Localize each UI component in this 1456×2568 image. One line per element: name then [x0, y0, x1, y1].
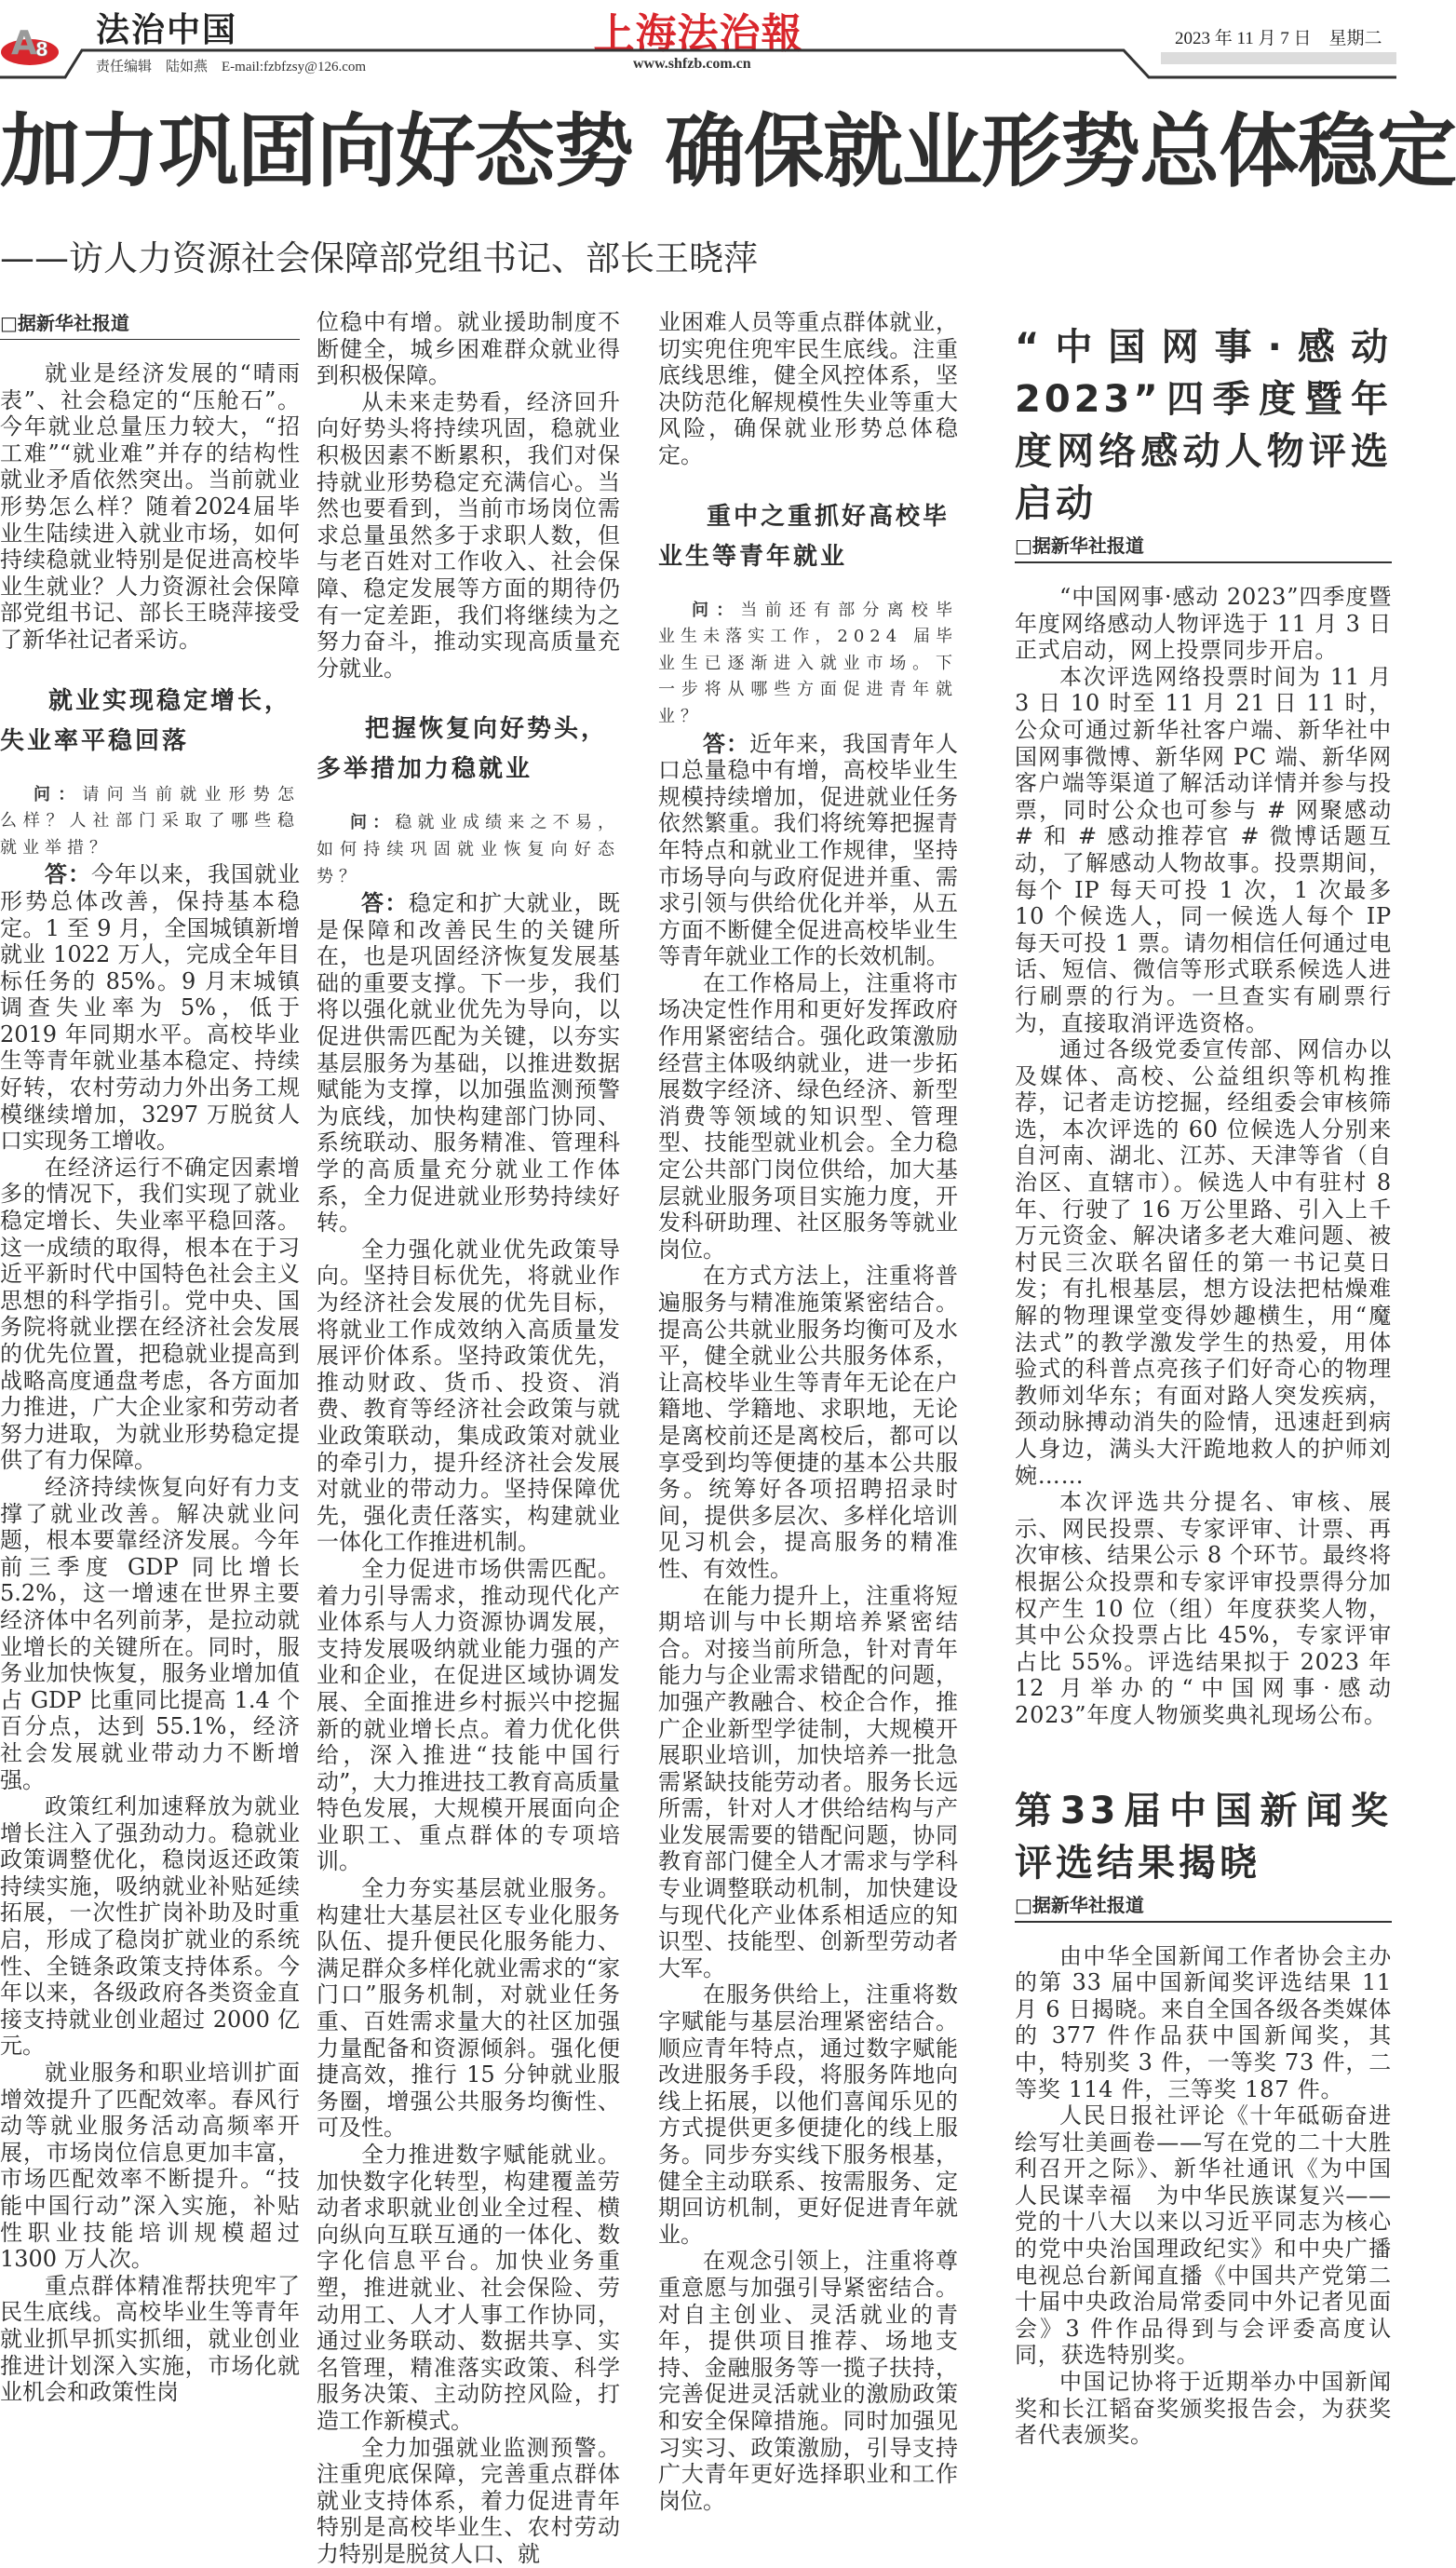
- paragraph: 位稳中有增。就业援助制度不断健全，城乡困难群众就业得到积极保障。: [317, 309, 620, 389]
- svg-text:8: 8: [35, 38, 48, 61]
- answer-label: 答：: [45, 860, 91, 888]
- paragraph: 全力推进数字赋能就业。加快数字化转型，构建覆盖劳动者求职就业创业全过程、横向纵向互联互通的一体化、数字化信息平台。加快业务重塑，推进就业、社会保险、劳动用工、人才人事工作协同，通过业务联动、数据共享、实名管理，精准落实政策、科学服务决策、主动防控风险，打造工作新模式。: [317, 2142, 620, 2434]
- paragraph: “中国网事·感动 2023”四季度暨年度网络感动人物评选于 11 月 3 日正式启动，网上投票同步开启。: [1015, 584, 1392, 664]
- paragraph: 在服务供给上，注重将数字赋能与基层治理紧密结合。顺应青年特点，通过数字赋能改进服务手段，将服务阵地向线上拓展，以他们喜闻乐见的方式提供更多便捷化的线上服务。同步夯实线下服务根基，健全主动联系、按需服务、定期回访机制，更好促进青年就业。: [658, 1981, 958, 2248]
- article-title: 第33届中国新闻奖评选结果揭晓: [1015, 1789, 1392, 1885]
- paragraph: 本次评选网络投票时间为 11 月 3 日 10 时至 11 月 21 日 11 时，公众可通过新华社客户端、新华社中国网事微博、新华网 PC 端、新华网客户端等渠道了解活动详情并参与投票，同时公众也可参与 # 网聚感动 # 和 # 感动推荐官 # 微博话题互动，了解感动人物故事。投票期间，每个 IP 每天可投 1 次，1 次最多 10 个候选人，同一候选人每个 IP 每天可投 1 票。请勿相信任何通过电话、短信、微信等形式联系候选人进行刷票的行为。一旦查实有刷票行为，直接取消评选资格。: [1015, 663, 1392, 1036]
- issue-date: 2023 年 11 月 7 日 星期二: [1175, 29, 1382, 48]
- main-headline: [0, 101, 1456, 203]
- paragraph: 全力夯实基层就业服务。构建壮大基层社区专业化服务队伍、提升便民化服务能力、满足群众多样化就业需求的“家门口”服务机制，对就业任务重、百姓需求量大的社区加强力量配备和资源倾斜。强化便捷高效，推行 15 分钟就业服务圈，增强公共服务均衡性、可及性。: [317, 1875, 620, 2142]
- paragraph: 在方式方法上，注重将普遍服务与精准施策紧密结合。提高公共就业服务均衡可及水平，健全就业公共服务体系，让高校毕业生等青年无论在户籍地、学籍地、求职地，无论是离校前还是离校后，都可以享受到均等便捷的基本公共服务。统筹好各项招聘招录时间，提供多层次、多样化培训见习机会，提高服务的精准性、有效性。: [658, 1263, 958, 1582]
- article-column-2: [317, 309, 620, 2568]
- paragraph: 从未来走势看，经济回升向好势头将持续巩固，稳就业积极因素不断累积，我们对保持就业形势稳定充满信心。当然也要看到，当前市场岗位需求总量虽然多于求职人数，但与老百姓对工作收入、社会保障、稳定发展等方面的期待仍有一定差距，我们将继续为之努力奋斗，推动实现高质量充分就业。: [317, 388, 620, 682]
- paragraph: 在经济运行不确定因素增多的情况下，我们实现了就业稳定增长、失业率平稳回落。这一成绩的取得，根本在于习近平新时代中国特色社会主义思想的科学指引。党中央、国务院将就业摆在经济社会发展的优先位置，把稳就业提高到战略高度通盘考虑，各方面加力推进，广大企业家和劳动者努力进取，为就业形势稳定提供了有力保障。: [0, 1154, 300, 1474]
- paragraph: 全力加强就业监测预警。注重兜底保障，完善重点群体就业支持体系，着力促进青年特别是高校毕业生、农村劳动力特别是脱贫人口、就: [317, 2434, 620, 2567]
- paragraph-text: 稳就业成绩来之不易，如何持续巩固就业恢复向好态势？: [317, 813, 621, 886]
- paragraph-text: 今年以来，我国就业形势总体改善，保持基本稳定。1 至 9 月，全国城镇新增就业 1022 万人，完成全年目标任务的 85%。9 月末城镇调查失业率为 5%，低于 2019 年同期水平。高校毕业生等青年就业基本稳定、持续好转，农村劳动力外出务工规模继续增加，3297 万脱贫人口实现务工增收。: [0, 861, 300, 1155]
- paragraph: 经济持续恢复向好有力支撑了就业改善。解决就业问题，根本要靠经济发展。今年前三季度 GDP 同比增长 5.2%，这一增速在世界主要经济体中名列前茅，是拉动就业增长的关键所在。同时，服务业加快恢复，服务业增加值占 GDP 比重同比提高 1.4 个百分点，达到 55.1%，经济社会发展就业带动力不断增强。: [0, 1473, 300, 1793]
- headline-part-1: 加力巩固向好态势: [0, 105, 633, 198]
- paragraph: 就业是经济发展的“晴雨表”、社会稳定的“压舱石”。今年就业总量压力较大，“招工难”“就业难”并存的结构性就业矛盾依然突出。当前就业形势怎么样？随着2024届毕业生陆续进入就业市场，如何持续稳就业特别是促进高校毕业生就业？人力资源社会保障部党组书记、部长王晓萍接受了新华社记者采访。: [0, 360, 300, 653]
- byline: □据新华社报道: [1015, 1891, 1392, 1923]
- paragraph: 在能力提升上，注重将短期培训与中长期培养紧密结合。对接当前所急，针对青年能力与企业需求错配的问题，加强产教融合、校企合作，推广企业新型学徒制，大规模开展职业培训，加快培养一批急需紧缺技能劳动者。服务长远所需，针对人才供给结构与产业发展需要的错配问题，协同教育部门健全人才需求与学科专业调整联动机制，加快建设与现代化产业体系相适应的知识型、技能型、创新型劳动者大军。: [658, 1582, 958, 1981]
- paragraph: 全力促进市场供需匹配。着力引导需求，推动现代化产业体系与人力资源协调发展，支持发展吸纳就业能力强的产业和企业，在促进区域协调发展、全面推进乡村振兴中挖掘新的就业增长点。着力优化供给，深入推进“技能中国行动”，大力推进技工教育高质量特色发展，大规模开展面向企业职工、重点群体的专项培训。: [317, 1555, 620, 1875]
- paragraph: 就业服务和职业培训扩面增效提升了匹配效率。春风行动等就业服务活动高频率开展，市场岗位信息更加丰富，市场匹配效率不断提升。“技能中国行动”深入实施，补贴性职业技能培训规模超过 1300 万人次。: [0, 2060, 300, 2273]
- paragraph: 在观念引领上，注重将尊重意愿与加强引导紧密结合。对自主创业、灵活就业的青年，提供项目推荐、场地支持、金融服务等一揽子扶持，完善促进灵活就业的激励政策和安全保障措施。同时加强见习实习、政策激励，引导支持广大青年更好选择职业和工作岗位。: [658, 2248, 958, 2514]
- svg-text:A: A: [11, 24, 37, 62]
- article-column-3: [658, 309, 958, 2514]
- paragraph-text: 稳定和扩大就业，既是保障和改善民生的关键所在，也是巩固经济恢复发展基础的重要支撑。下一步，我们将以强化就业优先为导向，以促进供需匹配为关键，以夯实基层服务为基础，以推进数据赋能为支撑，以加强监测预警为底线，加快构建部门协同、系统联动、服务精准、管理科学的高质量充分就业工作体系，全力促进就业形势持续好转。: [317, 890, 621, 1237]
- main-subtitle: ——访人力资源社会保障部党组书记、部长王晓萍: [0, 238, 758, 278]
- website-link[interactable]: www.shfzb.com.cn: [633, 56, 751, 72]
- section-heading: 重中之重抓好高校毕业生等青年就业: [658, 502, 950, 571]
- paragraph: 在工作格局上，注重将市场决定性作用和更好发挥政府作用紧密结合。强化政策激励经营主体吸纳就业，进一步拓展数字经济、绿色经济、新型消费等领域的知识型、管理型、技能型就业机会。全力稳定公共部门岗位供给，加大基层就业服务项目实施力度，开发科研助理、社区服务等就业岗位。: [658, 969, 958, 1263]
- paragraph: 本次评选共分提名、审核、展示、网民投票、专家评审、计票、再次审核、结果公示 8 个环节。最终将根据公众投票和专家评审投票得分加权产生 10 位（组）年度获奖人物，其中公众投票占比 45%，专家评审占比 55%。评选结果拟于 2023 年 12 月举办的“中国网事·感动 2023”年度人物颁奖典礼现场公布。: [1015, 1489, 1392, 1728]
- answer-label: 答：: [361, 889, 409, 917]
- side-column: [1015, 321, 1415, 2449]
- answer: [0, 861, 300, 1155]
- article-column-1: [0, 309, 300, 2406]
- section-heading: 就业实现稳定增长，失业率平稳回落: [0, 686, 292, 755]
- paragraph: 重点群体精准帮扶兜牢了民生底线。高校毕业生等青年就业抓早抓实抓细，就业创业推进计划深入实施，市场化就业机会和政策性岗: [0, 2272, 300, 2406]
- paragraph: 全力强化就业优先政策导向。坚持目标优先，将就业作为经济社会发展的优先目标，将就业工作成效纳入高质量发展评价体系。坚持政策优先，推动财政、货币、投资、消费、教育等经济社会政策与就业政策联动，集成政策对就业的牵引力，提升经济社会发展对就业的带动力。坚持保障优先，强化责任落实，构建就业一体化工作推进机制。: [317, 1236, 620, 1556]
- question-label: 问：: [34, 784, 83, 804]
- paragraph: 人民日报社评论《十年砥砺奋进 绘写壮美画卷——写在党的二十大胜利召开之际》、新华社通讯《为中国人民谋幸福 为中华民族谋复兴——党的十八大以来以习近平同志为核心的党中央治国理政纪实》和中央广播电视总台新闻直播《中国共产党第二十届中央政治局常委同中外记者见面会》3 件作品得到与会评委高度认同，获选特别奖。: [1015, 2102, 1415, 2369]
- newspaper-masthead: 上海法治報: [593, 10, 803, 58]
- byline: □据新华社报道: [0, 309, 300, 340]
- paragraph: 业困难人员等重点群体就业，切实兜住兜牢民生底线。注重底线思维，健全风控体系，坚决防范化解规模性失业等重大风险，确保就业形势总体稳定。: [658, 309, 958, 468]
- answer: [317, 890, 620, 1237]
- answer-label: 答：: [703, 729, 749, 757]
- question: [317, 810, 620, 890]
- section-heading: 把握恢复向好势头，多举措加力稳就业: [317, 715, 609, 784]
- paragraph-text: 当前还有部分离校毕业生未落实工作，2024 届毕业生已逐渐进入就业市场。下一步将从哪些方面促进青年就业？: [658, 600, 959, 726]
- editor-info: 责任编辑 陆如燕 E-mail:fzbfzsy@126.com: [96, 60, 367, 74]
- question: [658, 598, 958, 731]
- paragraph: 政策红利加速释放为就业增长注入了强劲动力。稳就业政策调整优化，稳岗返还政策持续实施，吸纳就业补贴延续拓展，一次性扩岗补助及时重启，形成了稳岗扩就业的系统性、全链条政策支持体系。今年以来，各级政府各类资金直接支持就业创业超过 2000 亿元。: [0, 1793, 300, 2060]
- side-article-touching-figures: [1015, 321, 1392, 1729]
- byline: □据新华社报道: [1015, 532, 1392, 563]
- paragraph-text: 请问当前就业形势怎么样？人社部门采取了哪些稳就业举措？: [0, 784, 301, 858]
- headline-part-2: 确保就业形势总体稳定: [665, 105, 1456, 198]
- question: [0, 782, 300, 862]
- question-label: 问：: [350, 813, 396, 833]
- answer: [658, 731, 958, 970]
- paragraph: 中国记协将于近期举办中国新闻奖和长江韬奋奖颁奖报告会，为获奖者代表颁奖。: [1015, 2369, 1392, 2449]
- paragraph: 由中华全国新闻工作者协会主办的第 33 届中国新闻奖评选结果 11 月 6 日揭晓。来自全国各级各类媒体的 377 件作品获中国新闻奖，其中，特别奖 3 件，一等奖 73 件，二等奖 114 件，三等奖 187 件。: [1015, 1942, 1392, 2102]
- side-article-china-news-award: [1015, 1785, 1415, 2449]
- paragraph-text: 近年来，我国青年人口总量稳中有增，高校毕业生规模持续增加，促进就业任务依然繁重。我们将统筹把握青年特点和就业工作规律，坚持市场导向与政府促进并重、需求引领与供给优化并举，从五方面不断健全促进高校毕业生等青年就业工作的长效机制。: [658, 730, 958, 970]
- question-label: 问：: [692, 600, 741, 620]
- section-name: 法治中国: [96, 11, 238, 49]
- article-title: “中国网事·感动2023”四季度暨年度网络感动人物评选启动: [1015, 326, 1392, 525]
- paragraph: 通过各级党委宣传部、网信办以及媒体、高校、公益组织等机构推荐，记者走访挖掘，经组委会审核筛选，本次评选的 60 位候选人分别来自河南、湖北、江苏、天津等省（自治区、直辖市）。候选人中有驻村 8 年、行驶了 16 万公里路、引入上千万元资金、解决诸多老大难问题、被村民三次联名留任的第一书记莫日发；有扎根基层，想方设法把枯燥难解的物理课堂变得妙趣横生，用“魔法式”的教学激发学生的热爱，用体验式的科普点亮孩子们好奇心的物理教师刘华东；有面对路人突发疾病，颈动脉搏动消失的险情，迅速赶到病人身边，满头大汗跪地救人的护师刘婉……: [1015, 1036, 1392, 1489]
